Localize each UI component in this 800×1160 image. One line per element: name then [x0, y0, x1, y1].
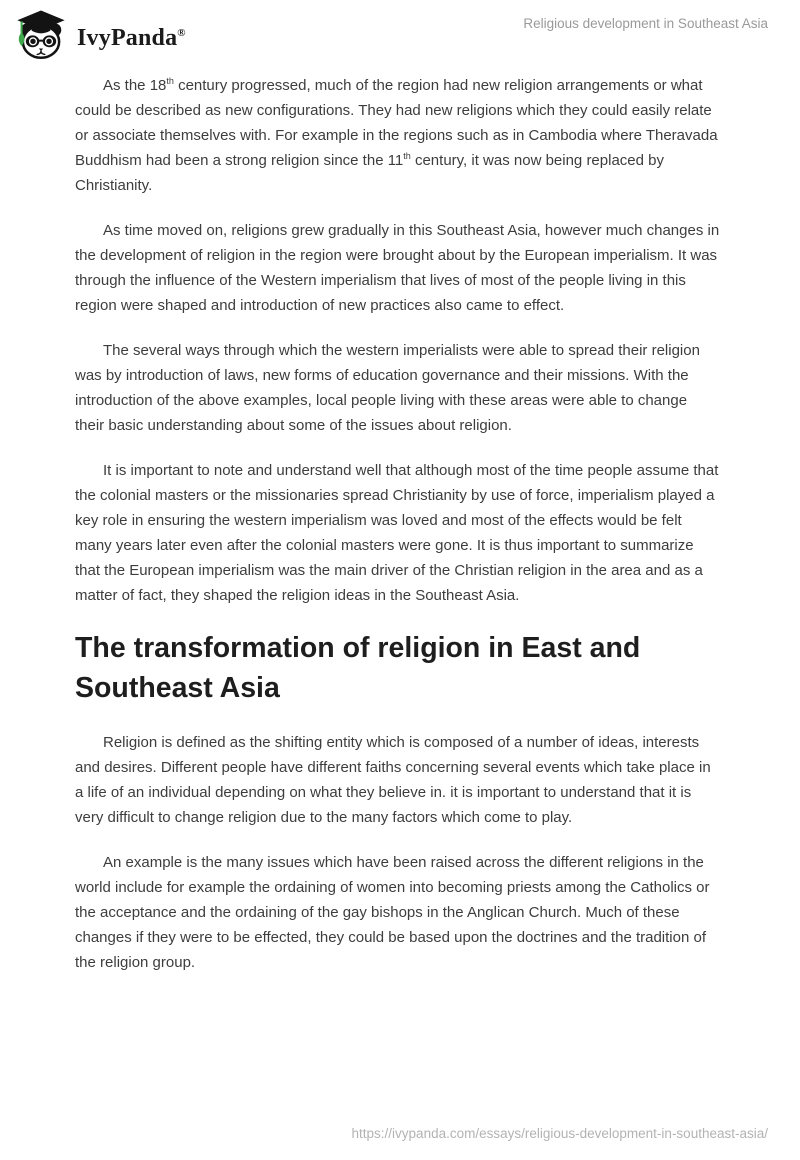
essay-content: [0, 62, 800, 975]
paragraph: The several ways through which the western imperialists were able to spread their religion was by introduction of laws, new forms of education governance and their missions. With the introduction of the above examples, local people living with these areas were able to change their basic understanding about some of the issues about religion.: [75, 342, 700, 434]
panda-graduation-cap-icon: [14, 8, 68, 62]
superscript: th: [403, 151, 411, 161]
paragraph: An example is the many issues which have been raised across the different religions in the world include for example the ordaining of women into becoming priests among the Catholics or the acceptance and the ordaining of the gay bishops in the Anglican Church. Much of these changes if they were to be effected, they could be based upon the doctrines and the tradition of the religion group.: [75, 854, 710, 971]
paragraph-text: As the 18: [103, 77, 167, 94]
paragraph: [75, 73, 720, 198]
page-footer: [352, 1126, 768, 1141]
paragraph-text: century, it was now being replaced by Christianity.: [75, 152, 664, 194]
paragraph: Religion is defined as the shifting entity which is composed of a number of ideas, interests and desires. Different people have different faiths concerning several events which take place in a life of an individual depending on what they believe in. it is important to understand that it is very difficult to change religion due to the many factors which come to play.: [75, 734, 711, 826]
paragraph-text: century progressed, much of the region had new religion arrangements or what could be described as new configurations. They had new religions which they could easily relate or associate themselves with. For example in the regions such as in Cambodia where Theravada Buddhism had been a strong religion since the 11: [75, 77, 718, 169]
registered-mark-icon: ®: [177, 26, 186, 39]
page-header: [0, 0, 800, 62]
document-title: Religious development in Southeast Asia: [523, 16, 768, 31]
superscript: th: [166, 76, 174, 86]
source-url: https://ivypanda.com/essays/religious-development-in-southeast-asia/: [351, 1126, 768, 1141]
section-heading: The transformation of religion in East and Southeast Asia: [75, 632, 641, 704]
logo-name: IvyPanda: [77, 24, 178, 51]
paragraph: As time moved on, religions grew gradually in this Southeast Asia, however much changes in the development of religion in the region were brought about by the European imperialism. It was through the influence of the Western imperialism that lives of most of the people living in this region were shaped and introduction of new practices also came to effect.: [75, 222, 720, 314]
paragraph: It is important to note and understand well that although most of the time people assume that the colonial masters or the missionaries spread Christianity by use of force, imperialism played a key role in ensuring the western imperialism was loved and most of the effects would be felt many years later even after the colonial masters were gone. It is thus important to summarize that the European imperialism was the main driver of the Christian religion in the area and as a matter of fact, they shaped the religion ideas in the Southeast Asia.: [75, 462, 719, 604]
ivypanda-logo: [14, 8, 186, 62]
logo-wordmark: [77, 25, 186, 52]
